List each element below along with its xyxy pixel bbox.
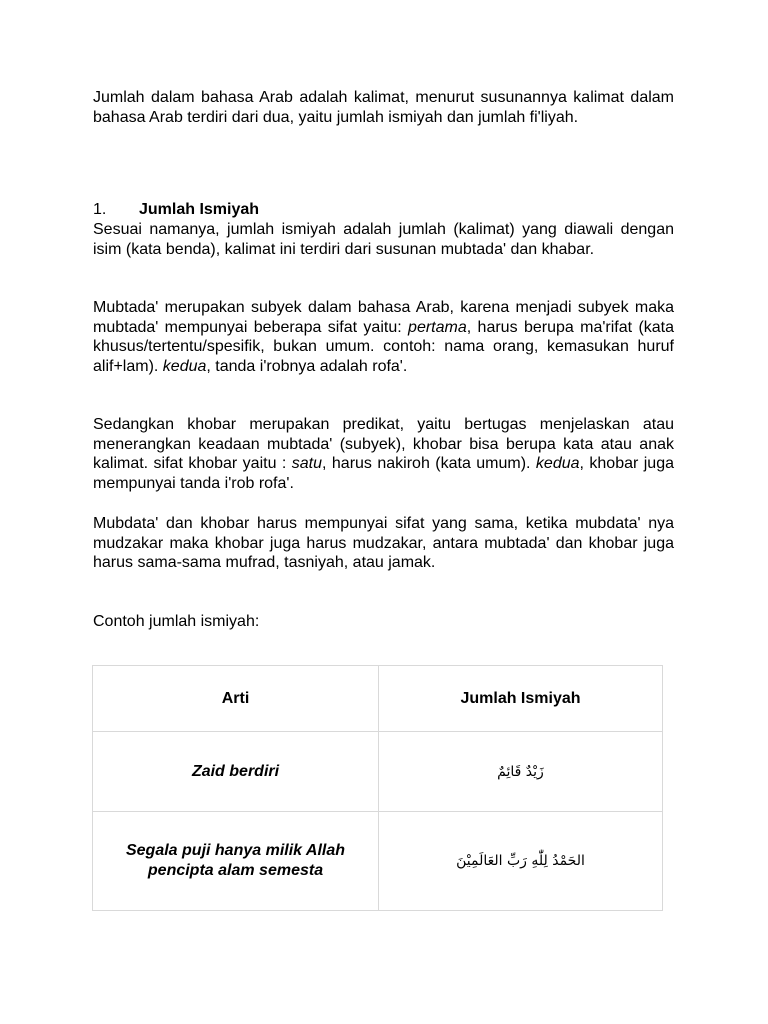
table-cell-arabic: زَيْدٌ قَائِمٌ (379, 732, 663, 812)
table-row (93, 812, 663, 911)
paragraph-khobar (93, 415, 674, 493)
example-table (92, 665, 663, 911)
khobar-emphasis-kedua: kedua (535, 455, 580, 473)
khobar-text-e: , khobar juga mempunyai tanda i'rob rofa'. (93, 455, 674, 492)
table-header-arti: Arti (93, 666, 379, 732)
mubtada-text-c: , harus berupa ma'rifat (kata khusus/tertentu/spesifik, bukan umum. contoh: nama orang, kemasukan huruf alif+lam). (93, 318, 675, 375)
khobar-emphasis-satu: satu (291, 455, 323, 473)
paragraph-definition: Sesuai namanya, jumlah ismiyah adalah jumlah (kalimat) yang diawali dengan isim (kata benda), kalimat ini terdiri dari susunan mubtada' dan khabar. (93, 221, 674, 258)
khobar-text-c: , harus nakiroh (kata umum). (322, 455, 536, 473)
table-cell-arti: Segala puji hanya milik Allah pencipta alam semesta (93, 812, 379, 911)
paragraph-mubtada (93, 298, 674, 376)
table-header-row (93, 666, 663, 732)
section-title: Jumlah Ismiyah (139, 201, 260, 218)
mubtada-text-e: , tanda i'robnya adalah rofa'. (206, 357, 408, 375)
mubtada-emphasis-pertama: pertama (408, 318, 467, 336)
table-row (93, 732, 663, 812)
mubtada-text-a: Mubtada' merupakan subyek dalam bahasa Arab, karena menjadi subyek maka mubtada' mempunyai beberapa sifat yaitu: (93, 299, 674, 336)
table-cell-arti: Zaid berdiri (93, 732, 379, 812)
paragraph-agreement: Mubdata' dan khobar harus mempunyai sifat yang sama, ketika mubdata' nya mudzakar maka khobar juga harus mudzakar, antara mubtada' dan khobar juga harus sama-sama mufrad, tasniyah, atau jamak. (93, 515, 674, 572)
section-heading (93, 200, 259, 220)
intro-paragraph: Jumlah dalam bahasa Arab adalah kalimat, menurut susunannya kalimat dalam bahasa Arab terdiri dari dua, yaitu jumlah ismiyah dan jumlah fi'liyah. (93, 89, 674, 126)
mubtada-emphasis-kedua: kedua (162, 357, 207, 375)
table-header-jumlah-ismiyah: Jumlah Ismiyah (379, 666, 663, 732)
khobar-text-a: Sedangkan khobar merupakan predikat, yaitu bertugas menjelaskan atau menerangkan keadaan mubtada' (subyek), khobar bisa berupa kata atau anak kalimat. sifat khobar yaitu : (93, 416, 674, 473)
paragraph-example-intro: Contoh jumlah ismiyah: (93, 613, 260, 630)
section-number: 1. (93, 201, 107, 218)
table-cell-arabic: الحَمْدُ لِلّٰهِ رَبِّ العَالَمِيْنَ (379, 812, 663, 911)
